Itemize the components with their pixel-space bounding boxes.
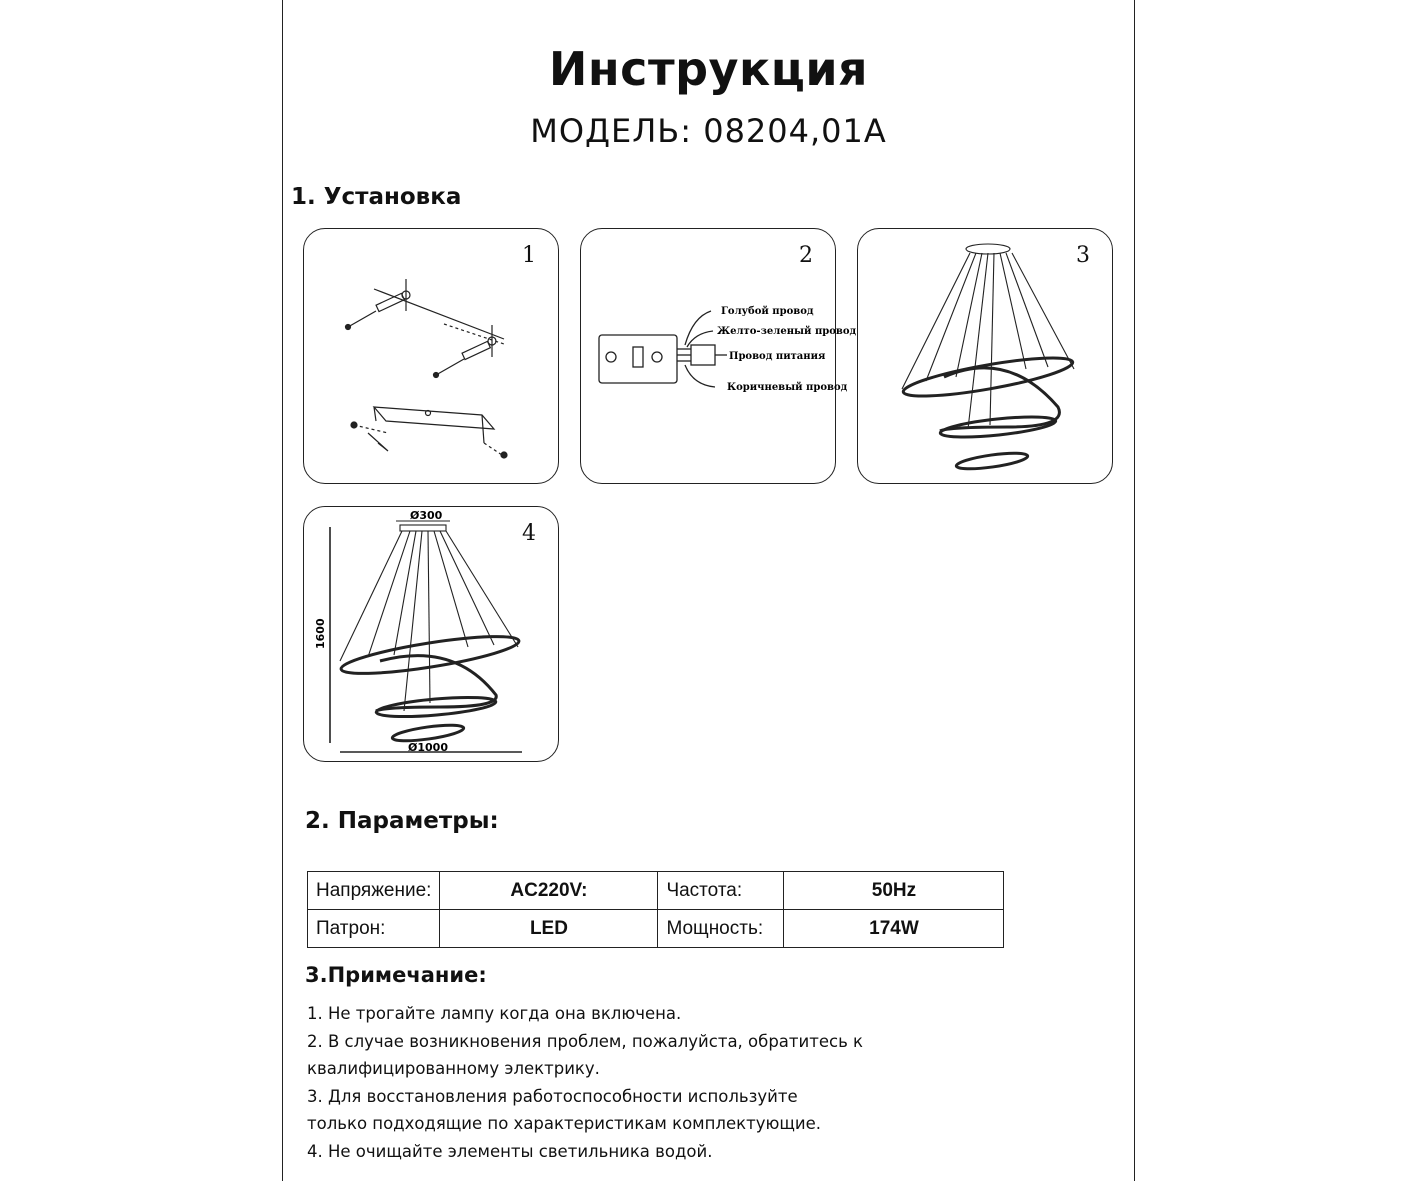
wire-label-power: Провод питания xyxy=(729,351,826,362)
table-row xyxy=(308,872,1004,910)
note-line: 4. Не очищайте элементы светильника водой. xyxy=(307,1141,713,1161)
wire-label-yellow-green: Желто-зеленый провод xyxy=(717,326,857,337)
frequency-label: Частота: xyxy=(658,872,784,910)
model-number: МОДЕЛЬ: 08204,01A xyxy=(530,112,887,150)
install-step-2-panel xyxy=(580,228,857,484)
step-number: 4 xyxy=(522,521,536,546)
bottom-diameter-label: Ø1000 xyxy=(408,741,448,754)
voltage-value: AC220V: xyxy=(440,872,658,910)
note-line: только подходящие по характеристикам комплектующие. xyxy=(307,1114,822,1133)
chandelier-illustration xyxy=(858,229,1114,485)
installation-heading: 1. Установка xyxy=(291,184,462,210)
step-number: 2 xyxy=(799,243,813,268)
install-step-1-panel xyxy=(303,228,559,484)
note-line: 1. Не трогайте лампу когда она включена. xyxy=(307,1004,682,1023)
parameters-heading: 2. Параметры: xyxy=(305,808,499,834)
dimensions-illustration xyxy=(304,507,560,763)
wiring-diagram-illustration xyxy=(581,229,857,485)
frequency-value: 50Hz xyxy=(784,872,1004,910)
power-value: 174W xyxy=(784,910,1004,948)
height-label: 1600 xyxy=(314,618,327,649)
note-line: 2. В случае возникновения проблем, пожалуйста, обратитесь к xyxy=(307,1031,864,1051)
document-title: Инструкция xyxy=(548,42,869,96)
instruction-sheet xyxy=(282,0,1135,1181)
note-line: 3. Для восстановления работоспособности используйте xyxy=(307,1086,798,1106)
install-step-3-panel xyxy=(857,228,1113,484)
parameters-table xyxy=(307,871,1004,948)
notes-heading: 3.Примечание: xyxy=(305,963,487,987)
install-step-4-panel xyxy=(303,506,559,762)
step-number: 3 xyxy=(1076,243,1090,268)
wire-label-brown: Коричневый провод xyxy=(727,382,848,393)
voltage-label: Напряжение: xyxy=(308,872,440,910)
top-diameter-label: Ø300 xyxy=(410,509,443,522)
note-line: квалифицированному электрику. xyxy=(307,1059,600,1078)
notes-list xyxy=(307,1000,863,1165)
socket-value: LED xyxy=(440,910,658,948)
step-number: 1 xyxy=(522,243,536,268)
power-label: Мощность: xyxy=(658,910,784,948)
table-row xyxy=(308,910,1004,948)
wire-label-blue: Голубой провод xyxy=(721,306,814,317)
socket-label: Патрон: xyxy=(308,910,440,948)
mounting-screws-illustration xyxy=(304,229,560,485)
